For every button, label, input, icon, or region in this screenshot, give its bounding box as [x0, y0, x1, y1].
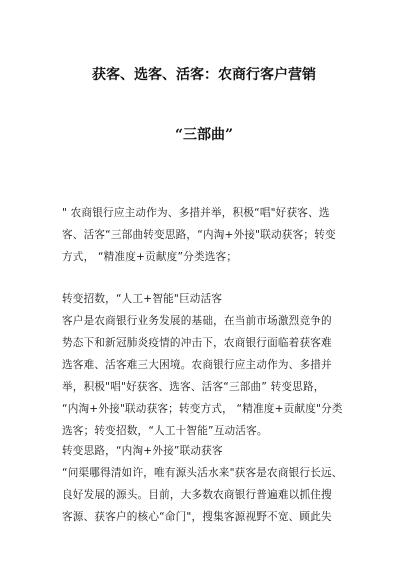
body-line: “内淘+外接"联动获客；转变方式， “精准度+贡献度"分类	[62, 403, 343, 415]
body-line: 客源、获客户的核心“命门"，搜集客源视野不宽、顾此失	[62, 511, 332, 523]
intro-line: " 农商银行应主动作为、多措并举，积极“唱"好获客、选	[62, 207, 330, 219]
body-line: 客户是农商银行业务发展的基础，在当前市场激烈竞争的	[62, 315, 332, 327]
document-title: 获客、选客、活客：农商行客户营销	[92, 67, 316, 83]
body-line: “问渠哪得清如许，唯有源头活水来"获客是农商银行长远、	[62, 467, 343, 479]
body-line: 举，积极"唱"好获客、选客、活客“三部曲” 转变思路，	[62, 381, 325, 393]
intro-line: 客、活客“三部曲转变思路，“内淘+外接"联动获客；转变	[62, 229, 336, 241]
body-line: 选客；转变招数，“人工十智能”互动活客。	[62, 425, 268, 437]
body-line: 选客难、活客难三大困境。农商银行应主动作为、多措并	[62, 359, 332, 371]
section-heading: 转变思路，“内淘+外接”联动获客	[62, 445, 223, 457]
document-title-continued: “三部曲”	[174, 127, 234, 143]
body-line: 势态下和新冠肺炎疫情的冲击下，农商银行面临着获客难	[62, 337, 332, 349]
section-heading: 转变招数，“人工+智能"巨动活客	[62, 293, 223, 305]
intro-line: 方式， “精准度+贡献度”分类选客；	[62, 251, 238, 263]
body-line: 良好发展的源头。目前，大多数农商银行普遍难以抓住搜	[62, 489, 332, 501]
